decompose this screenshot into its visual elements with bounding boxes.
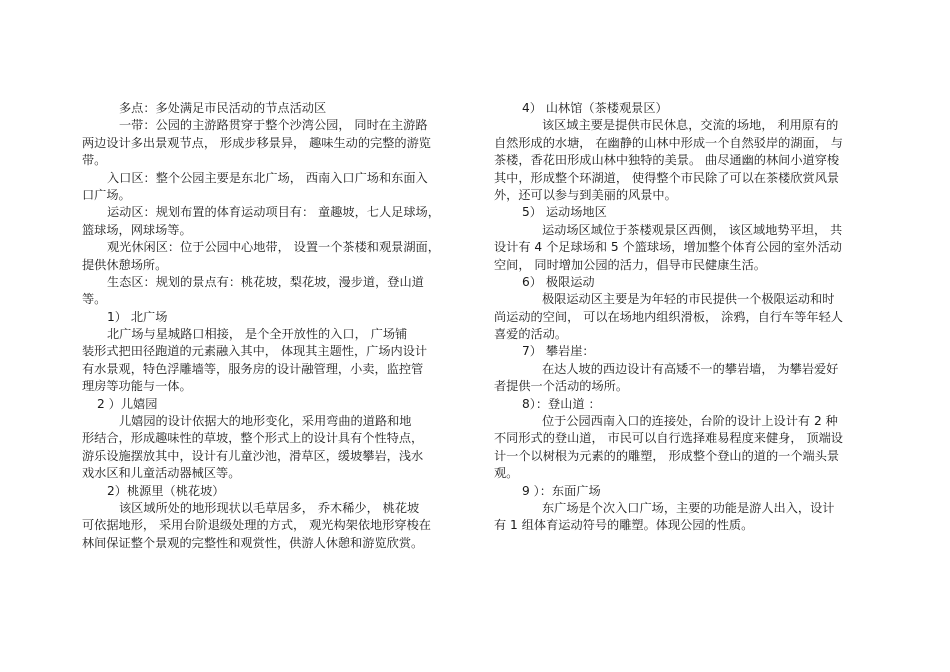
text-line: 尚运动的空间， 可以在场地内组织滑板， 涂鸦，自行车等年轻人 [494,309,843,324]
text-line: 游乐设施摆放其中，设计有儿童沙池，滑草区，缓坡攀岩，浅水 [82,448,424,463]
text-line: 生态区：规划的景点有：桃花坡，梨花坡，漫步道，登山道 [107,274,424,289]
text-line: 口广场。 [82,187,131,202]
text-line: 形结合，形成趣味性的草坡，整个形式上的设计具有个性特点， [82,431,424,446]
text-line: 观光休闲区：位于公园中心地带， 设置一个茶楼和观景湖面， [107,240,440,255]
text-line: 喜爱的活动。 [494,327,568,342]
text-line: 两边设计多出景观节点， 形成步移景异， 趣味生动的完整的游览 [82,135,431,150]
text-line: 提供休憩场所。 [82,257,168,272]
text-line: 4） 山林馆（茶楼观景区） [522,101,668,115]
text-line: 儿嬉园的设计依据大的地形变化，采用弯曲的道路和地 [119,414,412,429]
text-line: 戏水区和儿童活动器械区等。 [82,466,241,481]
text-line: 2 ）儿嬉园 [97,396,158,411]
text-line: 运动场区域位于茶楼观景区西侧， 该区域地势平坦， 共 [542,222,843,237]
text-line: 观。 [494,466,519,481]
text-line: 者提供一个活动的场所。 [494,379,629,394]
text-line: 8）：登山道 ： [522,396,601,411]
text-line: 一带：公园的主游路贯穿于整个沙湾公园， 同时在主游路 [119,118,428,133]
right-text-column [494,100,874,535]
text-line: 东广场是个次入口广场，主要的功能是游人出入，设计 [542,500,835,515]
text-line: 多点：多处满足市民活动的节点活动区 [119,101,327,115]
text-line: 6） 极限运动 [522,274,595,289]
text-line: 9 ）：东面广场 [522,483,601,498]
text-line: 有水景观，特色浮雕墙等，服务房的设计融管理，小卖，监控管 [82,361,424,376]
text-line: 可依据地形， 采用台阶退级处理的方式， 观光构架依地形穿梭在 [82,518,431,533]
text-line: 5） 运动场地区 [522,205,607,220]
text-line: 不同形式的登山道， 市民可以自行选择难易程度来健身， 顶端设 [494,431,843,446]
text-line: 篮球场，网球场等。 [82,222,192,237]
text-line: 自然形成的水塘， 在幽静的山林中形成一个自然驳岸的湖面， 与 [494,135,843,150]
text-line: 有 1 组体育运动符号的雕塑。体现公园的性质。 [494,518,754,533]
text-line: 设计有 4 个足球场和 5 个篮球场，增加整个体育公园的室外活动 [494,240,842,255]
text-line: 位于公园西南入口的连接处，台阶的设计上设计有 2 种 [542,414,838,429]
text-line: 装形式把田径跑道的元素融入其中， 体现其主题性，广场内设计 [82,344,428,359]
text-line: 极限运动区主要是为年轻的市民提供一个极限运动和时 [542,292,835,307]
text-line: 7） 攀岩崖： [522,344,595,359]
text-line: 等。 [82,292,107,307]
text-line: 茶楼，香花田形成山林中独特的美景。 曲尽通幽的林间小道穿梭 [494,153,840,168]
text-line: 该区域所处的地形现状以毛草居多， 乔木稀少， 桃花坡 [119,500,420,515]
text-line: 理房等功能与一体。 [82,379,192,394]
text-line: 林间保证整个景观的完整性和观赏性，供游人休憩和游览欣赏。 [82,535,424,550]
text-line: 计一个以树根为元素的的雕塑， 形成整个登山的道的一个端头景 [494,448,840,463]
text-line: 入口区：整个公园主要是东北广场， 西南入口广场和东面入 [107,170,428,185]
text-line: 在达人坡的西边设计有高矮不一的攀岩墙， 为攀岩爱好 [542,361,839,376]
text-line: 外，还可以参与到美丽的风景中。 [494,187,677,202]
text-line: 该区域主要是提供市民休息，交流的场地， 利用原有的 [542,118,839,133]
text-line: 北广场与星城路口相接， 是个全开放性的入口， 广场铺 [107,327,408,342]
left-text-column [82,100,462,552]
text-line: 运动区：规划布置的体育运动项目有： 童趣坡，七人足球场， [107,205,440,220]
text-line: 2）桃源里（桃花坡） [107,483,225,498]
text-line: 其中，形成整个环湖道， 使得整个市民除了可以在茶楼欣赏风景 [494,170,840,185]
text-line: 1） 北广场 [107,309,168,324]
text-line: 带。 [82,153,107,168]
text-line: 空间， 同时增加公园的活力，倡导市民健康生活。 [494,257,766,272]
